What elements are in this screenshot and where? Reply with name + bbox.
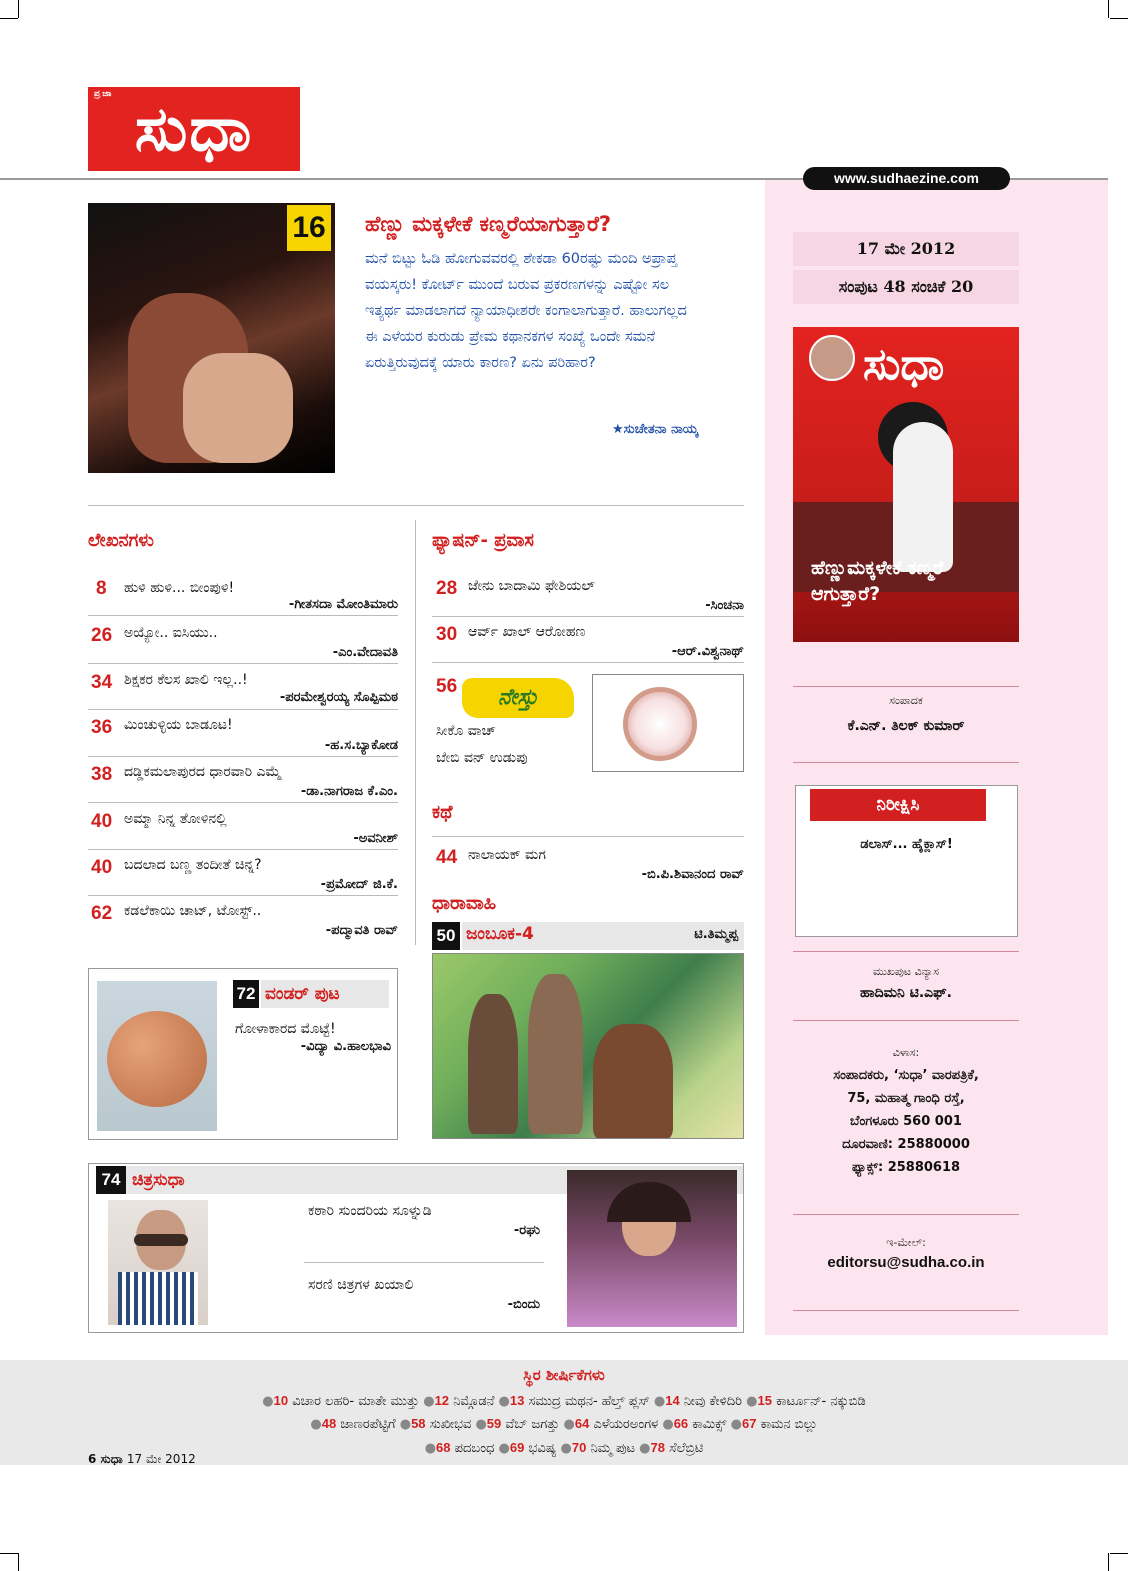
- illustration-figure: [593, 1024, 673, 1139]
- footer-page-number: 6: [88, 1452, 97, 1466]
- regular-title[interactable]: ಕಾಮನ ಬಿಲ್ಲು: [760, 1417, 818, 1432]
- story-title[interactable]: ನಾಲಾಯಕ್ ಮಗ: [468, 847, 546, 863]
- article-author: -ಪ್ರಮೋದ್ ಜಿ.ಕೆ.: [320, 877, 398, 892]
- article-author: -ಪದ್ಮಾವತಿ ರಾವ್: [325, 923, 398, 938]
- regular-page: 48: [321, 1416, 337, 1431]
- regular-page: 12: [434, 1393, 450, 1408]
- row-divider: [88, 895, 398, 896]
- article-title[interactable]: ಕಡಲೆಕಾಯಿ ಚಾಟ್, ಟೋಸ್ಟ್..: [124, 903, 262, 919]
- article-title[interactable]: ಅಯ್ಯೋ.. ಐಸಿಯು..: [124, 625, 218, 641]
- article-author: -ಪರಮೇಶ್ವರಯ್ಯ ಸೊಪ್ಪಿಮಠ: [279, 690, 398, 705]
- serial-title-bar[interactable]: [462, 922, 744, 950]
- wonder-item: ಗೋಳಾಕಾರದ ಮೊಟ್ಟೆ!: [235, 1021, 336, 1037]
- crop-mark: [1108, 0, 1109, 18]
- coming-soon-body: ಡಲಾಸ್... ಹೈಕ್ಲಾಸ್!: [860, 837, 953, 852]
- address-line: ಸಂಪಾದಕರು, ‘ಸುಧಾ’ ವಾರಪತ್ರಿಕೆ,: [833, 1068, 979, 1083]
- illustration-figure: [468, 994, 518, 1134]
- chitra-page-number: 74: [96, 1166, 126, 1194]
- wonder-page-box[interactable]: [88, 968, 398, 1140]
- wonder-title: ವಂಡರ್ ಪುಟ: [261, 980, 389, 1008]
- bullet-icon: ●: [399, 1417, 412, 1432]
- fax-number: ಫ್ಯಾಕ್ಸ್: 25880618: [851, 1160, 961, 1175]
- regular-columns-row: [0, 1416, 1128, 1432]
- regular-title[interactable]: ಕಾರ್ಟೂನ್- ನಕ್ಕುಬಿಡಿ: [776, 1394, 866, 1409]
- article-title[interactable]: ಮಿಂಚುಳ್ಳಿಯ ಬಾಡೂಟ!: [124, 717, 233, 733]
- fashion-page: 30: [436, 624, 458, 645]
- row-divider: [88, 849, 398, 850]
- nesthu-item[interactable]: ಸೀಕೊ ವಾಚ್: [436, 723, 496, 739]
- fashion-heading: ಫ್ಯಾಷನ್- ಪ್ರವಾಸ: [432, 530, 534, 551]
- bullet-icon: ●: [424, 1441, 437, 1456]
- bullet-icon: ●: [662, 1417, 674, 1432]
- phone-number: ದೂರವಾಣಿ: 25880000: [842, 1137, 970, 1152]
- row-divider: [432, 662, 744, 663]
- fashion-title[interactable]: ಆರ್ವ್ ಖಾಲ್ ಆರೋಹಣ: [468, 624, 586, 640]
- regular-title[interactable]: ಎಳೆಯರಅಂಗಳ: [593, 1417, 659, 1432]
- striped-shirt: [118, 1272, 198, 1325]
- actress-photo-2: [567, 1170, 737, 1327]
- fashion-author: -ಆರ್.ವಿಶ್ವನಾಥ್: [671, 644, 744, 659]
- masthead-logo-small: ಪ್ರಜಾ: [94, 89, 114, 99]
- regular-title[interactable]: ಭವಿಷ್ಯ: [528, 1441, 557, 1456]
- bullet-icon: ●: [563, 1417, 575, 1432]
- address-line: 75, ಮಹಾತ್ಮ ಗಾಂಧಿ ರಸ್ತೆ,: [847, 1091, 965, 1106]
- feature-body: ಮನೆ ಬಿಟ್ಟು ಓಡಿ ಹೋಗುವವರಲ್ಲಿ ಶೇಕಡಾ 60ರಷ್ಟು ಮಂದಿ ಅಪ್ರಾಪ್ತ ವಯಸ್ಕರು! ಕೋರ್ಟ್ ಮುಂದೆ ಬರುವ ಪ್ರಕರಣಗಳನ್ನು ಎಷ್ಟೋ ಸಲ ಇತ್ಯರ್ಥ ಮಾಡಲಾಗದೆ ನ್ಯಾಯಾಧೀಶರೇ ಕಂಗಾಲಾಗುತ್ತಾರೆ. ಹಾಲುಗಲ್ಲದ ಈ ಎಳೆಯರ ಕುರುಡು ಪ್ರೇಮ ಕಥಾನಕಗಳ ಸಂಖ್ಯೆ ಒಂದೇ ಸಮನೆ ಏರುತ್ತಿರುವುದಕ್ಕೆ ಯಾರು ಕಾರಣ? ಏನು ಪರಿಹಾರ?: [365, 251, 687, 371]
- crop-mark: [0, 18, 18, 19]
- regular-page: 68: [436, 1440, 451, 1455]
- row-divider: [88, 663, 398, 664]
- feature-page-number: 16: [287, 205, 331, 251]
- crop-mark: [18, 0, 19, 18]
- regular-page: 10: [273, 1393, 289, 1408]
- illustration-figure: [528, 974, 583, 1134]
- chitra-item-author: -ಬಿಂದು: [507, 1297, 540, 1312]
- article-title[interactable]: ದಡ್ಡಿಕಮಲಾಪುರದ ಧಾರವಾರಿ ಎಮ್ಮೆ: [124, 764, 282, 780]
- article-author: -ಎಂ.ವೇದಾವತಿ: [332, 645, 398, 660]
- regular-title[interactable]: ಸಮುದ್ರ ಮಥನ- ಹೆಲ್ತ್ ಪ್ಲಸ್: [528, 1394, 650, 1409]
- info-divider: [793, 762, 1019, 763]
- watch-icon: [623, 687, 697, 761]
- regular-columns-heading: ಸ್ಥಿರ ಶೀರ್ಷಿಕೆಗಳು: [523, 1366, 605, 1384]
- article-page: 40: [91, 811, 113, 832]
- hair: [607, 1182, 691, 1222]
- page-footer: [88, 1452, 196, 1467]
- feature-author: ★ಸುಚೇತನಾ ನಾಯ್ಕ: [612, 422, 699, 437]
- info-divider: [793, 686, 1019, 687]
- info-divider: [793, 951, 1019, 952]
- regular-page: 70: [571, 1440, 587, 1455]
- bullet-icon: ●: [498, 1394, 510, 1409]
- column-divider: [415, 520, 416, 945]
- wonder-page-number: 72: [233, 980, 259, 1008]
- serial-heading: ಧಾರಾವಾಹಿ: [432, 893, 497, 914]
- watch-photo: [592, 674, 744, 772]
- editor-name: ಕೆ.ಎನ್. ತಿಲಕ್ ಕುಮಾರ್: [847, 718, 965, 734]
- cover-thumbnail[interactable]: [793, 327, 1019, 642]
- masthead-logo: [88, 87, 300, 171]
- email-label: ಇ-ಮೇಲ್:: [886, 1236, 926, 1249]
- regular-page: 14: [665, 1393, 680, 1408]
- issue-volume: ಸಂಪುಟ 48 ಸಂಚಿಕೆ 20: [793, 270, 1019, 304]
- bullet-icon: ●: [310, 1417, 322, 1432]
- row-divider: [304, 1262, 544, 1263]
- article-title[interactable]: ಶಿಕ್ಷಕರ ಕೆಲಸ ಖಾಲಿ ಇಲ್ಲ..!: [124, 672, 248, 688]
- row-divider: [88, 756, 398, 757]
- footer-magazine: ಸುಧಾ: [100, 1452, 123, 1466]
- regular-title[interactable]: ಕಾಮಿಕ್ಸ್: [692, 1417, 727, 1432]
- row-divider: [432, 616, 744, 617]
- article-author: -ಅವನೀಶ್: [353, 831, 398, 846]
- bullet-icon: ●: [475, 1417, 487, 1432]
- article-page: 40: [91, 857, 113, 878]
- serial-page-number: 50: [432, 922, 460, 950]
- crop-mark: [1108, 1553, 1109, 1571]
- email-address[interactable]: editorsu@sudha.co.in: [827, 1254, 985, 1271]
- row-divider: [88, 802, 398, 803]
- regular-page: 78: [650, 1440, 665, 1455]
- info-divider: [793, 1214, 1019, 1215]
- article-page: 26: [91, 625, 113, 646]
- website-url[interactable]: www.sudhaezine.com: [803, 167, 1010, 190]
- regular-page: 58: [411, 1416, 426, 1431]
- address-line: ಬೆಂಗಳೂರು 560 001: [850, 1114, 962, 1129]
- regular-title[interactable]: ನೀವು ಕೇಳಿದಿರಿ: [683, 1394, 743, 1409]
- regular-title[interactable]: ನಿಮ್ಗೊಡನೆ: [453, 1394, 495, 1409]
- article-title[interactable]: ಹುಳಿ ಹುಳಿ... ಬೀಂಪುಳಿ!: [124, 580, 235, 596]
- footer-date: 17 ಮೇ 2012: [126, 1452, 196, 1466]
- cover-headline: ಹೆಣ್ಣುಮಕ್ಕಳೇಕೆ ಕಣ್ಮರೆ ಆಗುತ್ತಾರೆ?: [811, 557, 944, 605]
- regular-title[interactable]: ಪದಬಂಧ: [454, 1441, 495, 1456]
- story-page: 44: [436, 847, 458, 868]
- article-title[interactable]: ಬದಲಾದ ಬಣ್ಣ ತಂದೀತೆ ಚಿನ್ನ?: [124, 857, 262, 873]
- egg-photo: [97, 981, 217, 1131]
- bullet-icon: ●: [560, 1441, 572, 1456]
- cover-figure: [893, 422, 953, 572]
- serial-author: ಟಿ.ತಿಮ್ಮಪ್ಪ: [694, 927, 738, 942]
- article-author: -ಗೀತಸದಾ ಮೋಂತಿಮಾರು: [288, 597, 398, 612]
- chitra-item-title[interactable]: ಕಠಾರಿ ಸುಂದರಿಯ ಸೂಳ್ನುಡಿ: [308, 1203, 432, 1219]
- cover-logo: ಸುಧಾ: [863, 339, 945, 390]
- cover-design-label: ಮುಖಪುಟ ವಿನ್ಯಾಸ: [872, 965, 940, 978]
- address-label: ವಿಳಾಸ:: [892, 1046, 920, 1059]
- articles-heading: ಲೇಖನಗಳು: [88, 530, 154, 551]
- row-divider: [432, 836, 744, 837]
- bullet-icon: ●: [423, 1394, 435, 1409]
- fashion-page: 28: [436, 578, 458, 599]
- chitra-item-author: -ರಘು: [513, 1223, 540, 1238]
- regular-title[interactable]: ಜಾಣರಪೆಟ್ಟಿಗೆ: [340, 1417, 396, 1432]
- crop-mark: [1110, 1553, 1128, 1554]
- serial-illustration: [432, 953, 744, 1139]
- nesthu-logo: ನೇಸ್ತು: [462, 678, 574, 718]
- regular-page: 69: [509, 1440, 525, 1455]
- crop-mark: [0, 1553, 18, 1554]
- regular-page: 13: [509, 1393, 525, 1408]
- regular-page: 59: [486, 1416, 502, 1431]
- feature-title[interactable]: ಹೆಣ್ಣು ಮಕ್ಕಳೇಕೆ ಕಣ್ಮರೆಯಾಗುತ್ತಾರೆ?: [365, 212, 612, 236]
- chitra-title: ಚಿತ್ರಸುಧಾ: [126, 1166, 743, 1194]
- crop-mark: [1110, 18, 1128, 19]
- regular-columns-row: [0, 1393, 1128, 1409]
- row-divider: [88, 615, 398, 616]
- actress-photo-1: [108, 1200, 208, 1325]
- regular-title[interactable]: ಸುಖೀಭವ: [429, 1417, 472, 1432]
- fashion-title[interactable]: ಜೇನು ಬಾದಾಮಿ ಫೇಶಿಯಲ್: [468, 578, 595, 594]
- bullet-icon: ●: [746, 1394, 758, 1409]
- cover-avatar: [809, 335, 855, 381]
- bullet-icon: ●: [498, 1441, 510, 1456]
- article-page: 38: [91, 764, 113, 785]
- coming-soon-heading: ನಿರೀಕ್ಷಿಸಿ: [810, 789, 986, 821]
- article-page: 34: [91, 672, 113, 693]
- issue-date: 17 ಮೇ 2012: [793, 232, 1019, 266]
- article-author: -ಹ.ಸ.ಬ್ಯಾಕೋಡ: [324, 738, 398, 753]
- regular-title[interactable]: ವೆಬ್ ಜಗತ್ತು: [505, 1417, 560, 1432]
- regular-page: 15: [757, 1393, 772, 1408]
- crop-mark: [18, 1553, 19, 1571]
- regular-title[interactable]: ವಿಚಾರ ಲಹರಿ- ಮಾತೇ ಮುತ್ತು: [292, 1394, 420, 1409]
- regular-page: 66: [673, 1416, 689, 1431]
- regular-page: 64: [574, 1416, 590, 1431]
- regular-page: 67: [741, 1416, 757, 1431]
- sunglasses-icon: [134, 1234, 188, 1246]
- nesthu-page: 56: [436, 676, 458, 697]
- bullet-icon: ●: [730, 1417, 742, 1432]
- regular-title[interactable]: ಸೆಲೆಬ್ರಿಟಿ: [669, 1441, 704, 1456]
- info-divider: [793, 1310, 1019, 1311]
- article-page: 36: [91, 717, 113, 738]
- fashion-author: -ಸಿಂಚನಾ: [705, 598, 744, 613]
- editor-label: ಸಂಪಾದಕ: [889, 694, 923, 707]
- egg-icon: [107, 1011, 207, 1107]
- story-heading: ಕಥೆ: [432, 802, 453, 823]
- bullet-icon: ●: [262, 1394, 274, 1409]
- masthead-logo-text: ಸುಧಾ: [134, 92, 254, 165]
- hand-light: [183, 353, 293, 463]
- row-divider: [88, 709, 398, 710]
- section-divider: [88, 505, 744, 506]
- nesthu-item[interactable]: ಬೇಬಿ ವನ್ ಉಡುಪು: [436, 750, 528, 766]
- bullet-icon: ●: [639, 1441, 651, 1456]
- issue-info: [793, 232, 1019, 304]
- bullet-icon: ●: [653, 1394, 666, 1409]
- info-divider: [793, 1020, 1019, 1021]
- article-page: 62: [91, 903, 113, 924]
- article-title[interactable]: ಅಮ್ಮಾ ನಿನ್ನ ತೋಳಿನಲ್ಲಿ: [124, 811, 227, 827]
- chitra-item-title[interactable]: ಸರಣಿ ಚಿತ್ರಗಳ ಖಯಾಲಿ: [308, 1277, 414, 1293]
- story-author: -ಬಿ.ಪಿ.ಶಿವಾನಂದ ರಾವ್: [641, 867, 744, 882]
- cover-design-name: ಹಾದಿಮನಿ ಟಿ.ಎಫ್.: [860, 985, 952, 1001]
- article-author: -ಡಾ.ನಾಗರಾಜ ಕೆ.ಎಂ.: [300, 784, 398, 799]
- wonder-author: -ವಿದ್ಯಾ ವಿ.ಹಾಲಭಾವಿ: [300, 1039, 391, 1054]
- serial-title: ಜಂಬೂಕ-4: [466, 924, 534, 944]
- regular-title[interactable]: ನಿಮ್ಮ ಪುಟ: [590, 1441, 636, 1456]
- article-page: 8: [96, 578, 107, 599]
